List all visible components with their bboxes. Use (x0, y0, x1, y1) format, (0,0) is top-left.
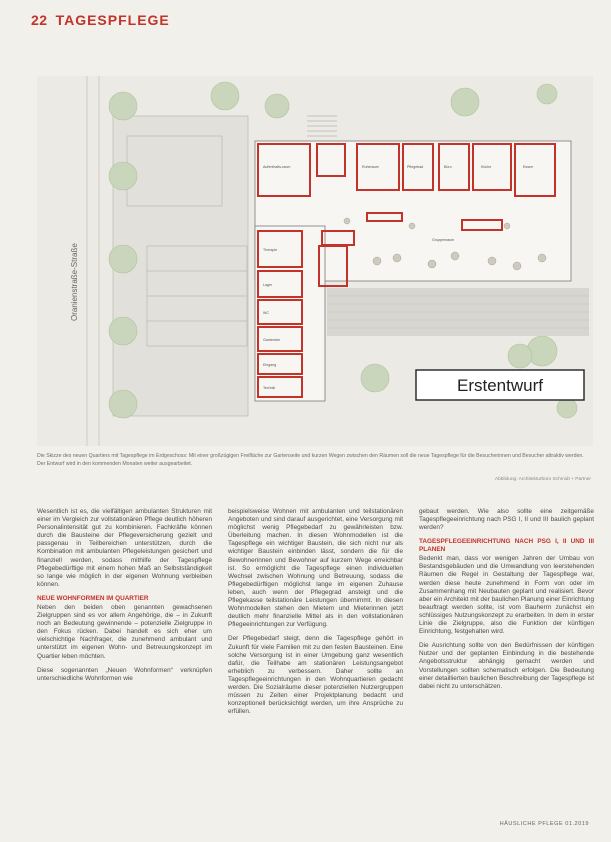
page-header (31, 12, 170, 28)
paragraph: Bedenkt man, dass vor wenigen Jahren der Umbau von Bestandsgebäuden und die Umwandlung von leerstehenden Räumen die Regel in Gestaltung der Tagespflege war, werden diese heute zunehmend in Form von oder im Zusammenhang mit Neubauten geplant und realisiert. Bevor aber ein Architekt mit der baulichen Planung einer Einrichtung beauftragt werden sollte, ist vom Bauherrn zunächst ein schlüssiges Nutzungskonzept zu erarbeiten. In dem in erster Linie die Zielgruppe, also die Funktion der künftigen Einrichtung, festgehalten wird. (419, 555, 594, 636)
image-credit: Abbildung: Architekturbüro Schmidt + Partner (494, 477, 591, 482)
room-label: Garderobe (263, 338, 281, 342)
room-label: Ruheraum (362, 165, 379, 169)
room-label: Büro (444, 165, 452, 169)
room-label: Technik (263, 386, 276, 390)
room-label: Essen (523, 165, 533, 169)
page-number: 22 (31, 12, 48, 28)
paragraph: Der Pflegebedarf steigt, denn die Tagespflege gehört in Zukunft für viele Familien mit zu den festen Bausteinen. Eine solche Versorgung ist in einer Umgebung ganz wesentlich dafür, die Teilhabe am stationären Leistungsangebot erheblich zu verbessern. Daher sollte an Tagespflegeeinrichtungen in den Wohnquartieren gedacht werden. Die Sozialräume dieser potenziellen Nutzergruppen müssen zu Zeiten einer Projektplanung bedacht und konzeptionell berücksichtigt werden, um ihre Ansprüche zu erfüllen. (228, 635, 403, 716)
paragraph: beispielsweise Wohnen mit ambulanten und teilstationären Angeboten und sind darauf ausgerichtet, eine Versorgung mit möglichst wenig Pflegebedarf zu gewährleisten bzw. Überleitung machen. In diesen Wohnmodellen ist die Tagespflege ein wichtiger Baustein, die sich nicht nur als wichtiger Baustein einbinden lässt, sondern die für die Bewohnerinnen und Bewohner auf kurzem Wege erreichbar ist. So ermöglicht die Tagespflege einen individuellen Wechsel zwischen Wohnung und Betreuung, sodass die Pflegebedürftigen möglichst lange im eigenen Zuhause leben, auch wenn der Pflegegrad ansteigt und die Pflegekasse teilstationäre Leistungen übernimmt. In diesen Wohnmodellen stehen den Mietern und Mieterinnen jetzt deutlich mehr finanzielle Mittel als in den vollstationären Pflegeeinrichtungen zur Verfügung. (228, 508, 403, 629)
figure-caption: Die Skizze des neuen Quartiers mit Tagespflege im Erdgeschoss: Mit einer großzügigen Freifläche zur Gartenseite und kurzen Wegen zwischen den Räumen soll die neue Tagespflege für die Besucherinnen und Besucher attraktiv werden. Der Entwurf wird in den kommenden Monaten weiter ausgearbeitet. (37, 453, 584, 467)
paragraph: Diese sogenannten „Neuen Wohnformen“ verknüpfen unterschiedliche Wohnformen wie (37, 666, 212, 682)
room-label: Lager (263, 283, 273, 287)
subheading: TAGESPFLEGEEINRICHTUNG NACH PSG I, II UND III PLANEN (419, 538, 594, 554)
room-label: WC (263, 311, 269, 315)
floor-plan-drawing (37, 76, 593, 446)
room-label: Küche (481, 165, 492, 169)
text-column-1 (37, 508, 212, 689)
section-title: TAGESPFLEGE (55, 12, 170, 28)
room-label: Pflegebad (407, 165, 424, 169)
draft-stamp-label: Erstentwurf (457, 376, 543, 395)
paragraph: Neben den beiden oben genannten gewachsenen Zielgruppen sind es vor allem Angehörige, die – in Zukunft noch an Bedeutung gewinnende – potenzielle Zielgruppe in den Fokus rücken. Dabei handelt es sich eher um vielschichtige Nachfrager, die zunehmend ambulant und unterstützt im eigenen Wohn- und Betreuungskonzept im Quartier leben möchten. (37, 603, 212, 660)
room-label: Aufenthalts-raum (263, 165, 291, 169)
page-footer: HÄUSLICHE PFLEGE 01.2019 (499, 821, 589, 827)
subheading: NEUE WOHNFORMEN IM QUARTIER (37, 594, 149, 602)
paragraph: Wesentlich ist es, die vielfältigen ambulanten Strukturen mit einer im Vergleich zur vollstationären Pflege deutlich höheren Personalintensität gut zu kombinieren. Fachkräfte können durch die Bausteine der Pflegeversicherung gezielt und passgenau in Teilbereichen unterstützen, durch die Kombination mit ambulanten Pflegeleistungen gesichert und finanziell werden, sodass mithilfe der Tagespflege Pflegebedürftige mit einem hohen Maß an Selbstständigkeit so lange wie möglich in der eigenen Wohnung verbleiben können. (37, 508, 212, 588)
floor-plan (37, 76, 593, 446)
room-label: Gruppenraum (432, 238, 455, 242)
paragraph: gebaut werden. Wie also sollte eine zeitgemäße Tagespflegeeinrichtung nach PSG I, II und III baulich geplant werden? (419, 508, 594, 532)
room-label: Eingang (263, 363, 277, 367)
text-column-2 (228, 508, 403, 722)
text-column-3 (419, 508, 594, 697)
street-label: Oranienstraße-Straße (70, 243, 79, 321)
room-label: Therapie (263, 248, 278, 252)
paragraph: Die Ausrichtung sollte von den Bedürfnissen der künftigen Nutzer und der geplanten Einbindung in die bestehende Angebotsstruktur abhängig gemacht werden und Vorstellungen sollten schematisch erfolgen. Die Bedeutung einer detaillierten baulichen Beschreibung der Tagespflege ist dabei nicht zu unterschätzen. (419, 642, 594, 690)
